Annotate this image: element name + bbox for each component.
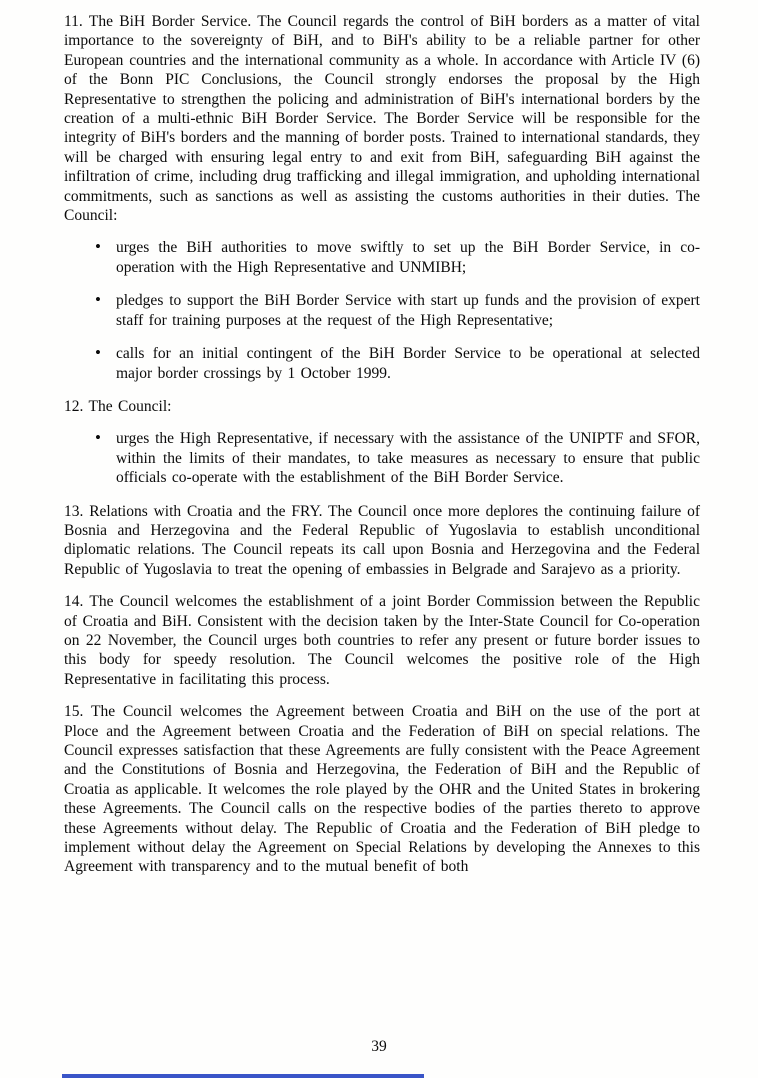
page-number: 39 — [371, 1038, 387, 1055]
bullet-item: • urges the High Representative, if necessary with the assistance of the UNIPTF and SFOR, within the limits of their mandates, to take measures as necessary to ensure that public officials co-operate with the establishment of the BiH Border Service. — [64, 429, 700, 487]
bullet-item: • urges the BiH authorities to move swiftly to set up the BiH Border Service, in co-operation with the High Representative and UNMIBH; — [64, 238, 700, 277]
bullet-list-paragraph-12 — [64, 429, 700, 487]
bullet-item: • calls for an initial contingent of the BiH Border Service to be operational at selected major border crossings by 1 October 1999. — [64, 344, 700, 383]
paragraph-11: 11. The BiH Border Service. The Council regards the control of BiH borders as a matter of vital importance to the sovereignty of BiH, and to BiH's ability to be a reliable partner for other European countries and the international community as a whole. In accordance with Article IV (6) of the Bonn PIC Conclusions, the Council strongly endorses the proposal by the High Representative to strengthen the policing and administration of BiH's international borders by the creation of a multi-ethnic BiH Border Service. The Border Service will be responsible for the integrity of BiH's borders and the manning of border posts. Trained to international standards, they will be charged with ensuring legal entry to and exit from BiH, safeguarding BiH against the infiltration of crime, including drug trafficking and illegal immigration, and upholding international commitments, such as sanctions as well as assisting the customs authorities in their duties. The Council: — [64, 13, 700, 225]
scan-artifact-line — [62, 1074, 424, 1078]
paragraph-15: 15. The Council welcomes the Agreement between Croatia and BiH on the use of the port at Ploce and the Agreement between Croatia and the Federation of BiH on special relations. The Council expresses satisfaction that these Agreements are fully consistent with the Peace Agreement and the Constitutions of Bosnia and Herzegovina, the Federation of BiH and the Republic of Croatia as applicable. It welcomes the role played by the OHR and the United States in brokering these Agreements. The Council calls on the respective bodies of the parties thereto to approve these Agreements without delay. The Republic of Croatia and the Federation of BiH pledge to implement without delay the Agreement on Special Relations by developing the Annexes to this Agreement with transparency and to the mutual benefit of both — [64, 703, 700, 876]
bullet-item: • pledges to support the BiH Border Service with start up funds and the provision of expert staff for training purposes at the request of the High Representative; — [64, 291, 700, 330]
paragraph-13: 13. Relations with Croatia and the FRY. The Council once more deplores the continuing failure of Bosnia and Herzegovina and the Federal Republic of Yugoslavia to establish unconditional diplomatic relations. The Council repeats its call upon Bosnia and Herzegovina and the Federal Republic of Yugoslavia to treat the opening of embassies in Belgrade and Sarajevo as a priority. — [64, 502, 700, 578]
bullet-list-paragraph-11 — [64, 238, 700, 382]
paragraph-14: 14. The Council welcomes the establishment of a joint Border Commission between the Republic of Croatia and BiH. Consistent with the decision taken by the Inter-State Council for Co-operation on 22 November, the Council urges both countries to refer any present or future border issues to this body for speedy resolution. The Council welcomes the positive role of the High Representative in facilitating this process. — [64, 593, 700, 688]
paragraph-12: 12. The Council: — [64, 397, 172, 415]
